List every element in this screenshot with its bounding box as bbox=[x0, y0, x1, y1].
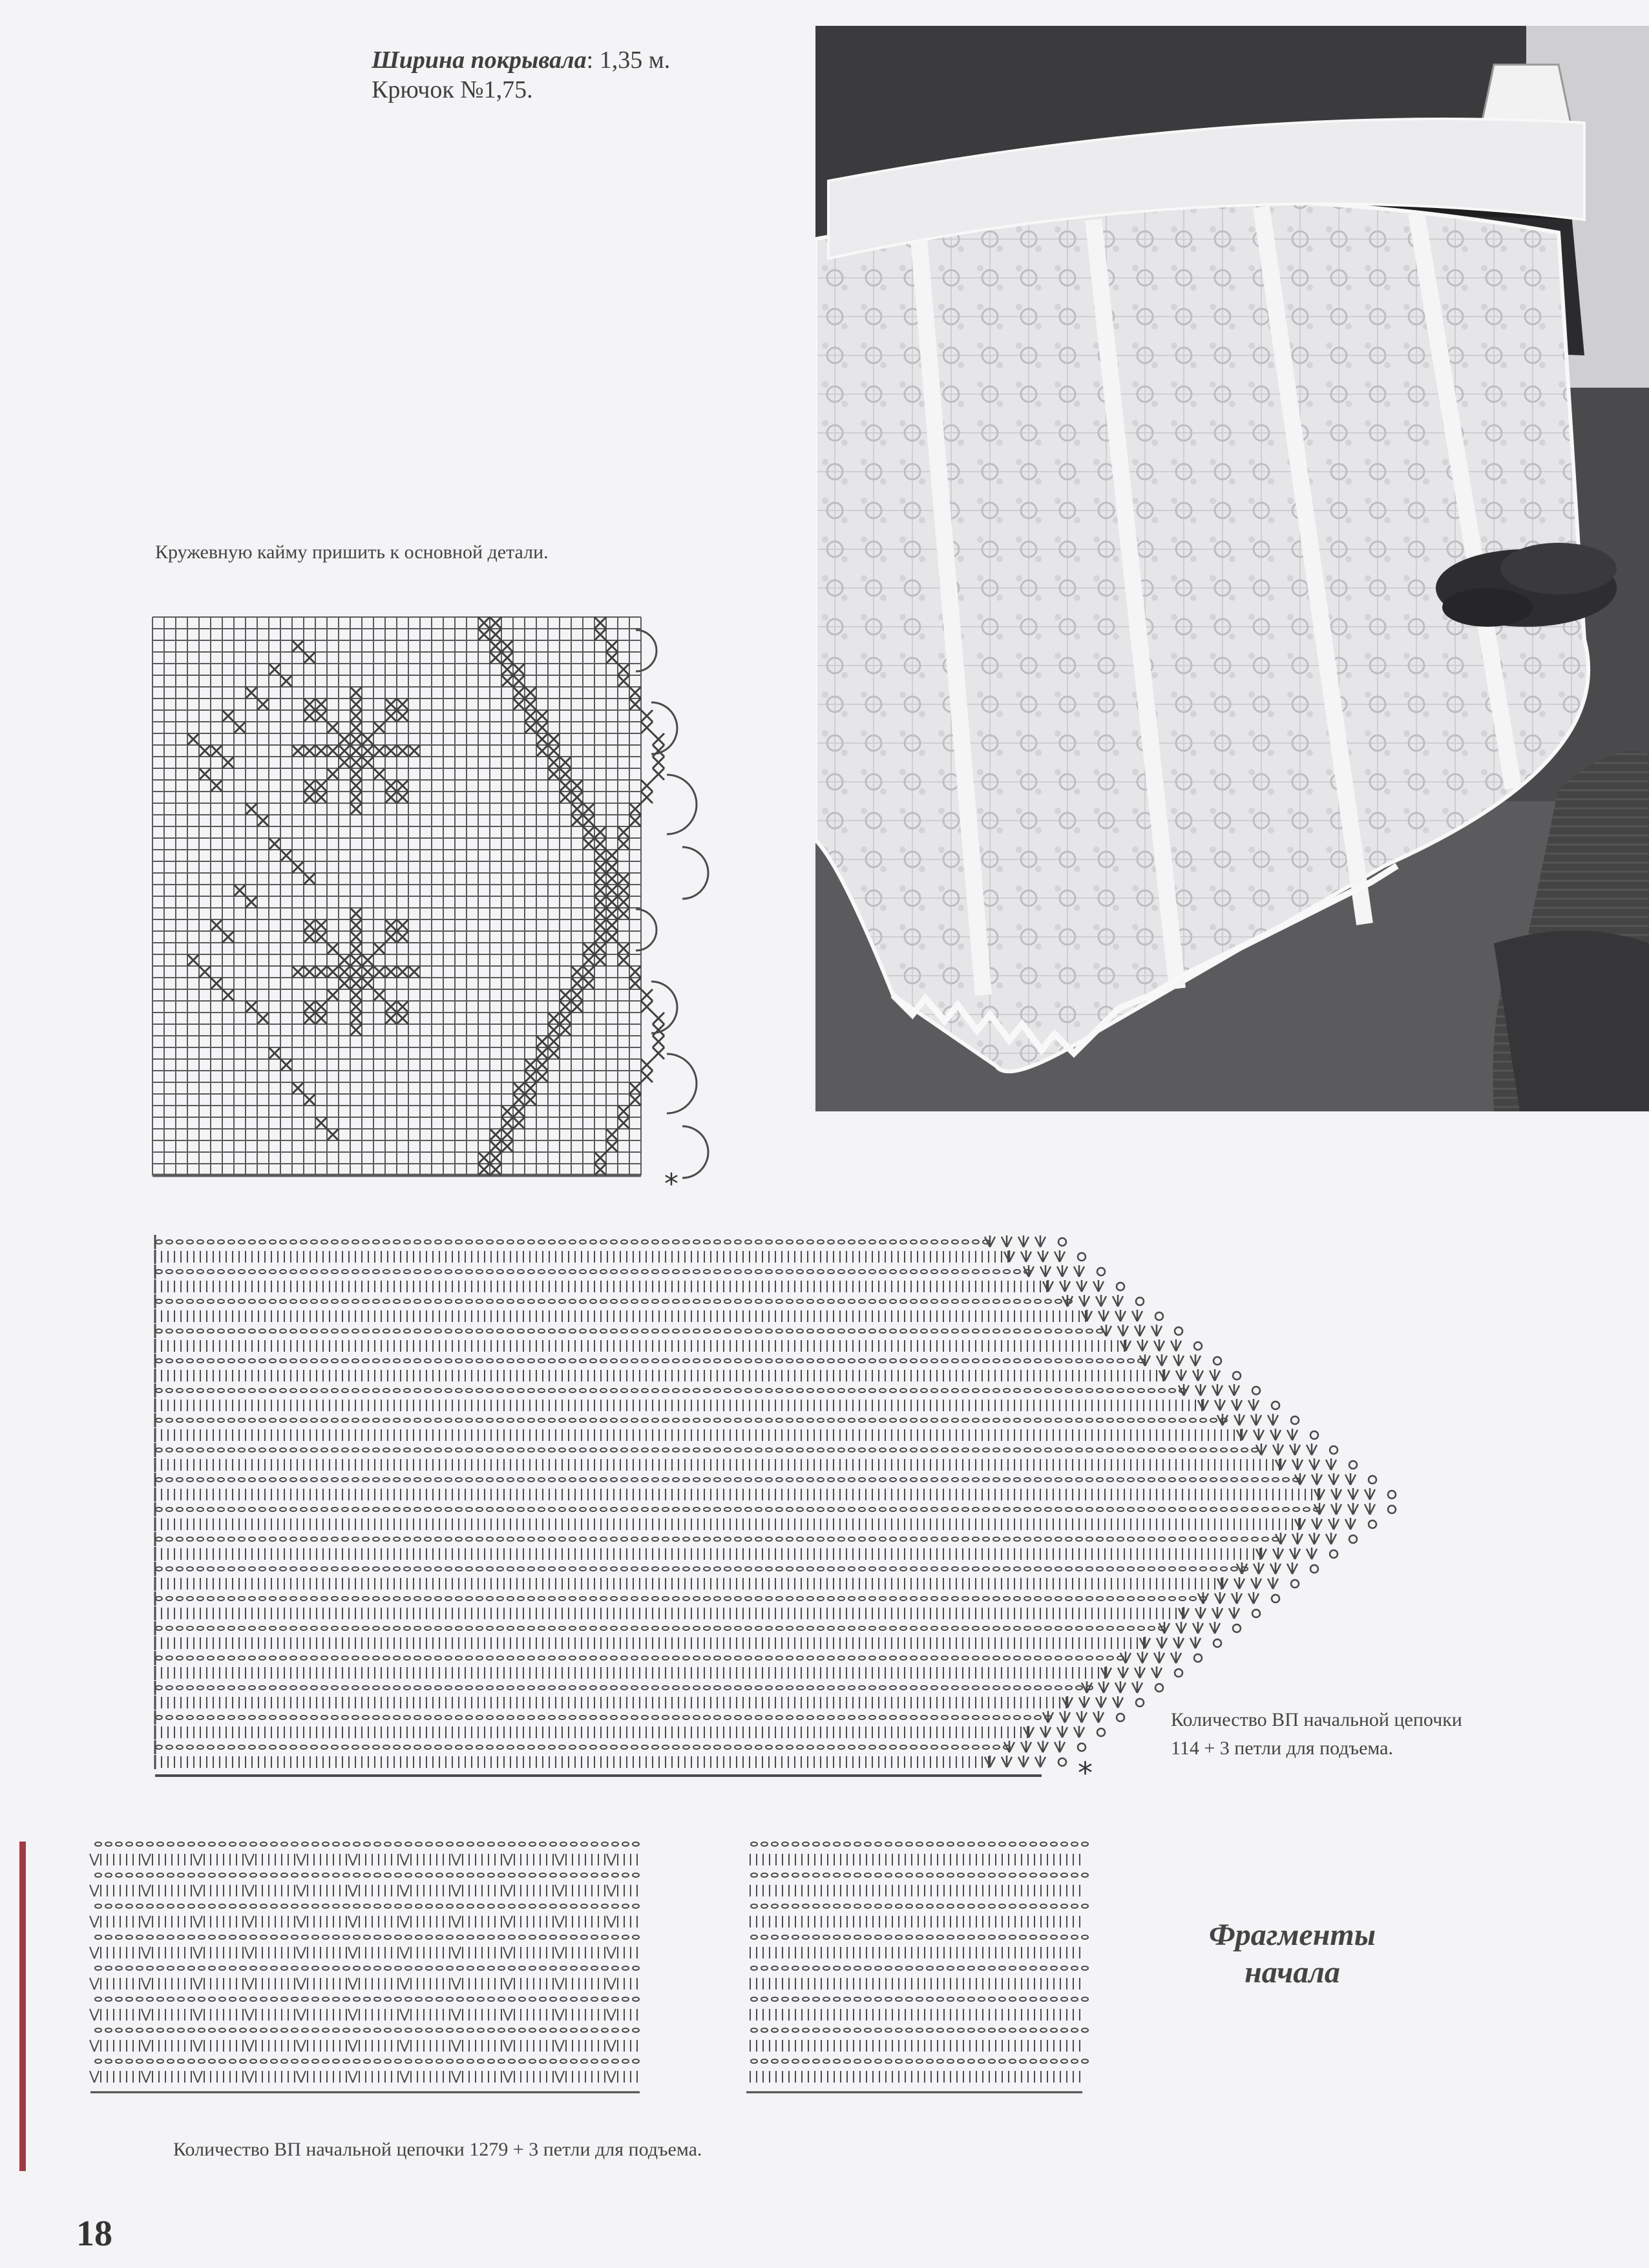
fragments-title-line2: начала bbox=[1245, 1955, 1340, 1990]
filet-chart bbox=[152, 617, 805, 1199]
main-chain-note: Количество ВП начальной цепочки 1279 + 3 петли для подъема. bbox=[173, 2139, 702, 2160]
fragments-title bbox=[1157, 1916, 1428, 1991]
width-line bbox=[372, 45, 670, 75]
bedspread-photo bbox=[815, 26, 1649, 1111]
page-accent-bar bbox=[19, 1842, 26, 2171]
spec-block bbox=[372, 45, 670, 105]
border-chain-line2: 114 + 3 петли для подъема. bbox=[1171, 1738, 1393, 1759]
border-chain-note bbox=[1171, 1706, 1462, 1763]
border-rows bbox=[155, 1235, 1320, 1769]
sew-border-note: Кружевную кайму пришить к основной детали. bbox=[155, 541, 549, 563]
fragments-title-line1: Фрагменты bbox=[1209, 1918, 1376, 1952]
border-start-star: * bbox=[1078, 1756, 1093, 1790]
filet-start-star: * bbox=[664, 1168, 678, 1201]
hook-line: Крючок №1,75. bbox=[372, 76, 533, 103]
width-label: Ширина покрывала bbox=[372, 47, 587, 74]
border-symbol-chart bbox=[150, 1234, 1326, 1790]
page-number: 18 bbox=[76, 2214, 112, 2254]
filet-grid bbox=[152, 617, 641, 1175]
width-value: : 1,35 м. bbox=[586, 47, 671, 74]
fragment-chart-left bbox=[90, 1835, 646, 2106]
filet-scallops bbox=[636, 630, 708, 1178]
border-chain-line1: Количество ВП начальной цепочки bbox=[1171, 1709, 1462, 1730]
fragment-chart-right bbox=[746, 1835, 1089, 2106]
